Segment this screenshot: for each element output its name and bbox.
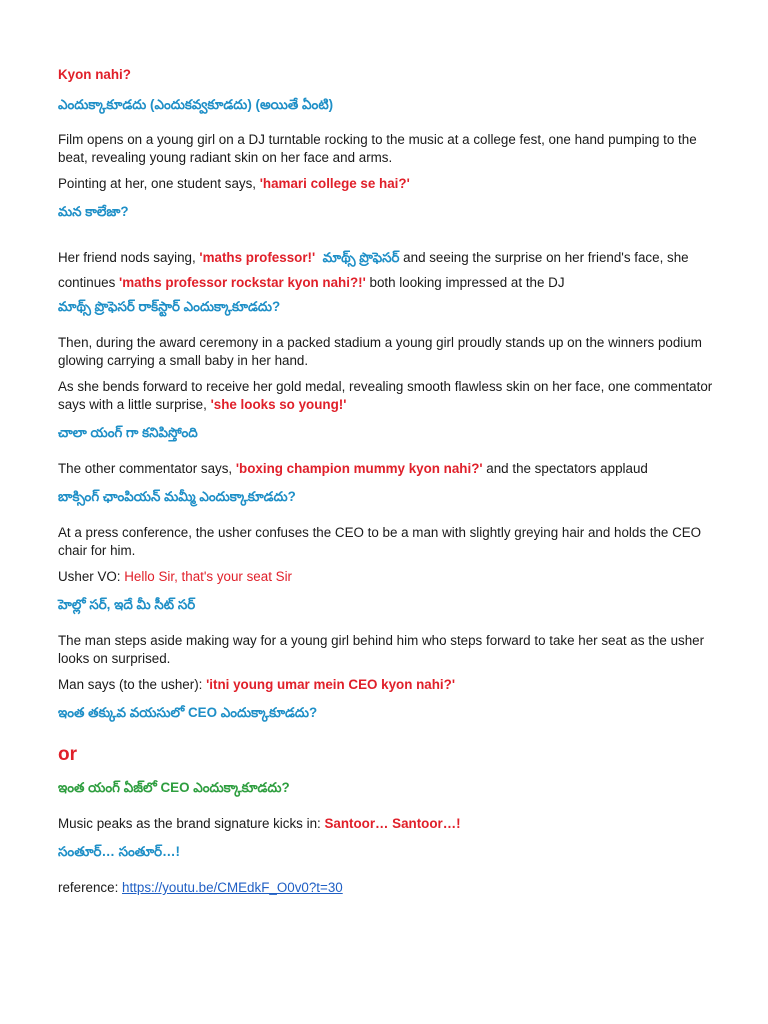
man-quote: 'itni young umar mein CEO kyon nahi?' <box>206 677 456 692</box>
or-separator: or <box>58 744 77 765</box>
commentator-quote: 'she looks so young!' <box>210 397 347 412</box>
paragraph-man-steps-aside: The man steps aside making way for a young girl behind him who steps forward to take her seat as the usher looks on surprised. <box>58 633 705 666</box>
paragraph-music-peaks <box>58 815 718 833</box>
other-commentator-quote: 'boxing champion mummy kyon nahi?' <box>235 461 483 476</box>
friend-quote-2: 'maths professor rockstar kyon nahi?!' <box>119 275 366 290</box>
paragraph-other-commentator <box>58 460 718 478</box>
paragraph-dj-scene: Film opens on a young girl on a DJ turntable rocking to the music at a college fest, one hand pumping to the beat, revealing young radiant skin on her face and arms. <box>58 132 697 165</box>
friend-quote-1: 'maths professor!' <box>199 250 316 265</box>
reference-label: reference: <box>58 880 123 895</box>
other-commentator-text: The other commentator says, <box>58 461 236 476</box>
paragraph-student-says <box>58 175 718 193</box>
brand-signature-telugu: సంతూర్… సంతూర్…! <box>58 844 180 859</box>
paragraph-commentator <box>58 378 718 414</box>
friend-quote-2-telugu: మాథ్స్ ప్రొఫెసర్ రాక్‌స్టార్ ఎందుక్కాకూడదు? <box>58 299 281 314</box>
paragraph-press-conference: At a press conference, the usher confuses the CEO to be a man with slightly greying hair and holds the CEO chair for him. <box>58 525 702 558</box>
paragraph-man-says <box>58 676 718 694</box>
usher-quote-telugu: హెల్లో సర్, ఇదే మీ సీట్ సర్ <box>58 597 196 612</box>
reference-line <box>58 879 718 897</box>
friend-quote-1-telugu: మాథ్స్ ప్రొఫెసర్ <box>322 250 400 265</box>
man-says-text: Man says (to the usher): <box>58 677 207 692</box>
brand-signature: Santoor… Santoor…! <box>324 816 461 831</box>
paragraph-award-ceremony: Then, during the award ceremony in a packed stadium a young girl proudly stands up on the winners podium glowing carrying a small baby in her hand. <box>58 335 702 368</box>
music-peaks-text: Music peaks as the brand signature kicks in: <box>58 816 325 831</box>
student-quote: 'hamari college se hai?' <box>259 176 410 191</box>
student-says-text: Pointing at her, one student says, <box>58 176 260 191</box>
page-title: Kyon nahi? <box>58 67 131 82</box>
spectators-applaud-text: and the spectators applaud <box>482 461 648 476</box>
alternate-telugu-line: ఇంత యంగ్ ఏజ్‌లో CEO ఎందుక్కాకూడదు? <box>58 780 290 795</box>
student-quote-telugu: మన కాలేజా? <box>58 204 129 219</box>
reference-link[interactable]: https://youtu.be/CMEdkF_O0v0?t=30 <box>122 880 343 895</box>
paragraph-usher-vo <box>58 568 718 586</box>
paragraph-friend-nods <box>58 245 718 295</box>
commentator-text: As she bends forward to receive her gold medal, revealing smooth flawless skin on her face, one commentator says with a little surprise, <box>58 379 713 412</box>
other-commentator-quote-telugu: బాక్సింగ్ ఛాంపియన్ మమ్మీ ఎందుక్కాకూడదు? <box>58 489 296 504</box>
usher-vo-label: Usher VO: <box>58 569 125 584</box>
friend-impressed-text: both looking impressed at the DJ <box>365 275 565 290</box>
man-quote-telugu: ఇంత తక్కువ వయసులో CEO ఎందుక్కాకూడదు? <box>58 705 318 720</box>
commentator-quote-telugu: చాలా యంగ్ గా కనిపిస్తోంది <box>58 425 198 440</box>
friend-continues-text: and seeing the surprise on her friend's face, she continues <box>58 250 689 290</box>
friend-nods-text: Her friend nods saying, <box>58 250 200 265</box>
heading-telugu-translation: ఎందుక్కాకూడదు (ఎందుకవ్వకూడదు) (అయితే ఏంటి) <box>58 97 334 112</box>
usher-quote: Hello Sir, that's your seat Sir <box>124 569 293 584</box>
